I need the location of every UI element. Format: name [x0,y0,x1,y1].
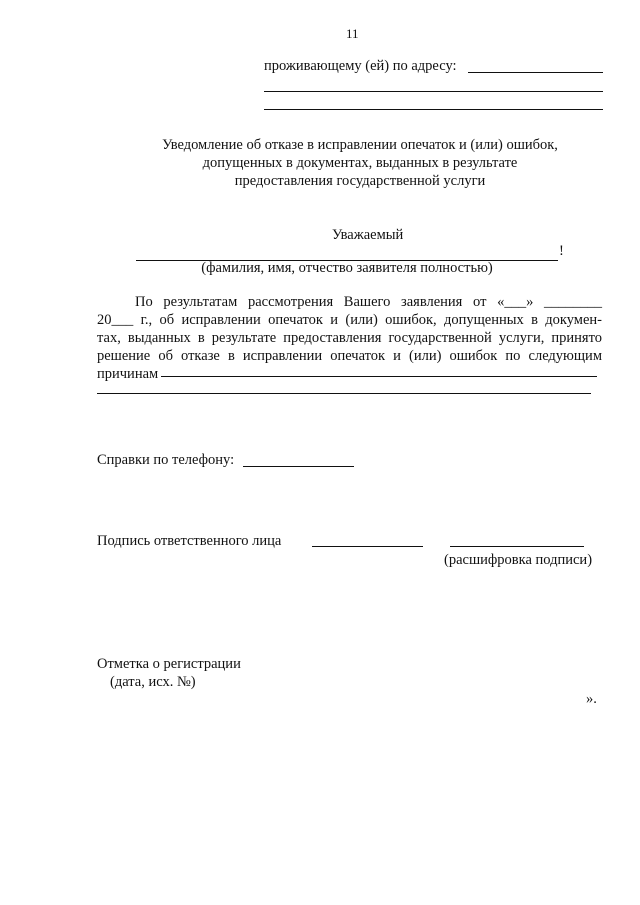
address-line-1[interactable] [468,72,603,73]
registration-label: Отметка о регистрации [97,656,241,672]
signature-line[interactable] [312,546,423,547]
signature-decoding-caption: (расшифровка подписи) [444,552,593,568]
registration-detail: (дата, исх. №) [110,674,196,690]
closing-quote: ». [586,691,597,707]
address-line-2[interactable] [264,91,603,92]
paragraph-line-3: тах, выданных в результате предоставления государственной услуги, принято [97,330,602,346]
signature-decoding-line[interactable] [450,546,584,547]
reasons-line-2[interactable] [97,393,591,394]
greeting-word: Уважаемый [332,227,404,243]
greeting-exclamation: ! [559,243,564,259]
signature-label: Подпись ответственного лица [97,533,282,549]
page-number: 11 [346,26,359,41]
applicant-name-caption: (фамилия, имя, отчество заявителя полностью) [201,260,493,276]
notice-title-line-2: допущенных в документах, выданных в результате [202,155,518,171]
address-line-3[interactable] [264,109,603,110]
reasons-line-1[interactable] [161,376,597,377]
paragraph-line-2: 20___ г., об исправлении опечаток и (или) ошибок, допущенных в докумен- [97,312,602,328]
notice-title-line-1: Уведомление об отказе в исправлении опечаток и (или) ошибок, [162,137,558,153]
phone-label: Справки по телефону: [97,452,235,468]
address-label: проживающему (ей) по адресу: [264,58,457,74]
paragraph-line-5-label: причинам [97,366,159,382]
phone-line[interactable] [243,466,354,467]
decision-paragraph [97,293,602,383]
paragraph-line-4: решение об отказе в исправлении опечаток и (или) ошибок по следующим [97,348,602,364]
paragraph-line-1: По результатам рассмотрения Вашего заявления от «___» ________ [135,294,602,310]
notice-title-line-3: предоставления государственной услуги [234,173,486,189]
